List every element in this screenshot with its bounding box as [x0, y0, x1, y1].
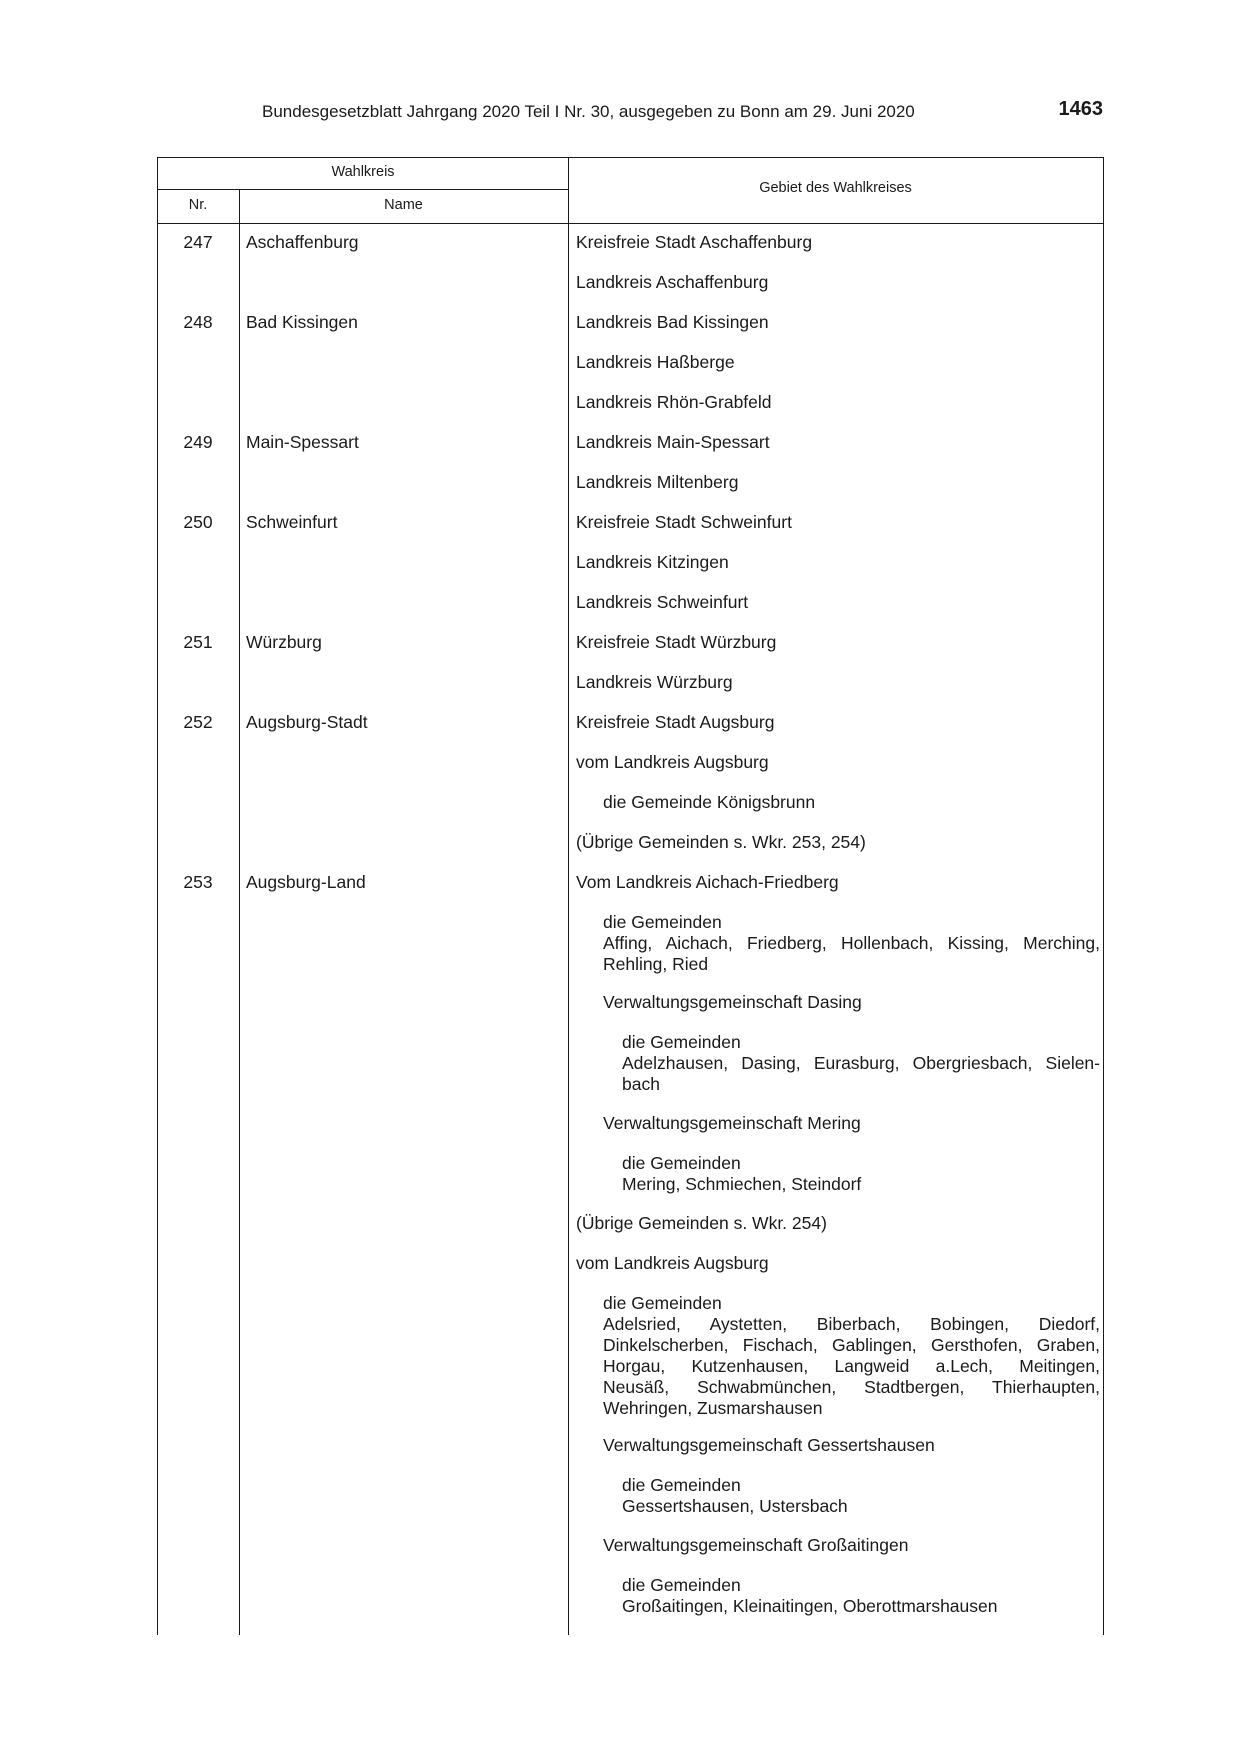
- gebiet-entry: Vom Landkreis Aichach-Friedberg: [576, 872, 839, 892]
- gemeinden-label: die Gemeinden: [622, 1475, 741, 1495]
- gebiet-entry: Landkreis Kitzingen: [576, 552, 729, 572]
- gebiet-gemeinden-block: [622, 1032, 1100, 1095]
- gemeinden-list-line: Gessertshausen, Ustersbach: [622, 1496, 848, 1516]
- table-top-rule: [157, 157, 1104, 158]
- gebiet-gemeinden-block: [622, 1475, 1100, 1517]
- header-gebiet: Gebiet des Wahlkreises: [759, 180, 912, 196]
- gebiet-entry: Kreisfreie Stadt Augsburg: [576, 712, 775, 732]
- gebiet-gemeinden-block: [622, 1575, 1100, 1617]
- gemeinden-label: die Gemeinden: [622, 1153, 741, 1173]
- gemeinden-list-line: Dinkelscherben, Fischach, Gablingen, Gersthofen, Graben,: [603, 1335, 1100, 1355]
- row-name-249: Main-Spessart: [246, 432, 359, 452]
- gebiet-note: (Übrige Gemeinden s. Wkr. 254): [576, 1213, 827, 1233]
- table-left-border: [157, 157, 158, 1635]
- row-name-247: Aschaffenburg: [246, 232, 359, 252]
- gebiet-entry: Kreisfreie Stadt Schweinfurt: [576, 512, 792, 532]
- gemeinden-list-line: bach: [622, 1074, 660, 1094]
- group-header-rule: [157, 189, 569, 190]
- running-header-title: Bundesgesetzblatt Jahrgang 2020 Teil I Nr. 30, ausgegeben zu Bonn am 29. Juni 2020: [262, 102, 915, 121]
- row-nr-249: 249: [183, 432, 213, 452]
- header-bottom-rule: [157, 223, 1104, 224]
- gebiet-gemeinden-block: [603, 1293, 1100, 1419]
- header-wahlkreis: Wahlkreis: [331, 164, 395, 180]
- gebiet-verwaltungsgemeinschaft: Verwaltungsgemeinschaft Dasing: [603, 992, 862, 1012]
- header-nr: Nr.: [188, 197, 208, 213]
- row-name-248: Bad Kissingen: [246, 312, 358, 332]
- gebiet-verwaltungsgemeinschaft: Verwaltungsgemeinschaft Gessertshausen: [603, 1435, 935, 1455]
- gemeinden-list-line: Affing, Aichach, Friedberg, Hollenbach, Kissing, Merching,: [603, 933, 1100, 953]
- gebiet-verwaltungsgemeinschaft: Verwaltungsgemeinschaft Mering: [603, 1113, 861, 1133]
- gebiet-gemeinde: die Gemeinde Königsbrunn: [603, 792, 816, 812]
- gebiet-entry: Landkreis Bad Kissingen: [576, 312, 769, 332]
- gemeinden-list-line: Adelzhausen, Dasing, Eurasburg, Obergriesbach, Sielen-: [622, 1053, 1100, 1073]
- gemeinden-label: die Gemeinden: [603, 1293, 722, 1313]
- gemeinden-list-line: Großaitingen, Kleinaitingen, Oberottmarshausen: [622, 1596, 998, 1616]
- gemeinden-list-line: Wehringen, Zusmarshausen: [603, 1398, 823, 1418]
- row-name-251: Würzburg: [246, 632, 322, 652]
- gebiet-entry: Kreisfreie Stadt Würzburg: [576, 632, 777, 652]
- gebiet-entry: Landkreis Main-Spessart: [576, 432, 770, 452]
- row-name-250: Schweinfurt: [246, 512, 338, 532]
- gebiet-entry: Landkreis Aschaffenburg: [576, 272, 769, 292]
- name-gebiet-divider: [568, 157, 569, 1635]
- row-nr-247: 247: [183, 232, 213, 252]
- header-name: Name: [384, 197, 423, 213]
- gemeinden-list-line: Horgau, Kutzenhausen, Langweid a.Lech, Meitingen,: [603, 1356, 1100, 1376]
- gemeinden-list-line: Mering, Schmiechen, Steindorf: [622, 1174, 862, 1194]
- gemeinden-list-line: Rehling, Ried: [603, 954, 709, 974]
- gemeinden-label: die Gemeinden: [622, 1032, 741, 1052]
- gebiet-entry: vom Landkreis Augsburg: [576, 752, 769, 772]
- gebiet-entry: Landkreis Würzburg: [576, 672, 733, 692]
- page-number: 1463: [1058, 98, 1103, 120]
- gebiet-entry: Landkreis Schweinfurt: [576, 592, 749, 612]
- gebiet-gemeinden-block: [622, 1153, 1100, 1195]
- gebiet-entry: Landkreis Rhön-Grabfeld: [576, 392, 772, 412]
- row-nr-252: 252: [183, 712, 213, 732]
- nr-name-divider: [239, 189, 240, 1635]
- gebiet-entry: Kreisfreie Stadt Aschaffenburg: [576, 232, 813, 252]
- gebiet-entry: vom Landkreis Augsburg: [576, 1253, 769, 1273]
- table-right-border: [1103, 157, 1104, 1635]
- gebiet-note: (Übrige Gemeinden s. Wkr. 253, 254): [576, 832, 866, 852]
- row-nr-253: 253: [183, 872, 213, 892]
- gebiet-entry: Landkreis Miltenberg: [576, 472, 739, 492]
- gemeinden-list-line: Neusäß, Schwabmünchen, Stadtbergen, Thierhaupten,: [603, 1377, 1100, 1397]
- gebiet-entry: Landkreis Haßberge: [576, 352, 735, 372]
- row-name-253: Augsburg-Land: [246, 872, 366, 892]
- row-nr-248: 248: [183, 312, 213, 332]
- row-nr-250: 250: [183, 512, 213, 532]
- gemeinden-label: die Gemeinden: [603, 912, 722, 932]
- gemeinden-label: die Gemeinden: [622, 1575, 741, 1595]
- gebiet-gemeinden-block: [603, 912, 1100, 975]
- row-name-252: Augsburg-Stadt: [246, 712, 368, 732]
- gebiet-verwaltungsgemeinschaft: Verwaltungsgemeinschaft Großaitingen: [603, 1535, 909, 1555]
- gemeinden-list-line: Adelsried, Aystetten, Biberbach, Bobingen, Diedorf,: [603, 1314, 1100, 1334]
- row-nr-251: 251: [183, 632, 213, 652]
